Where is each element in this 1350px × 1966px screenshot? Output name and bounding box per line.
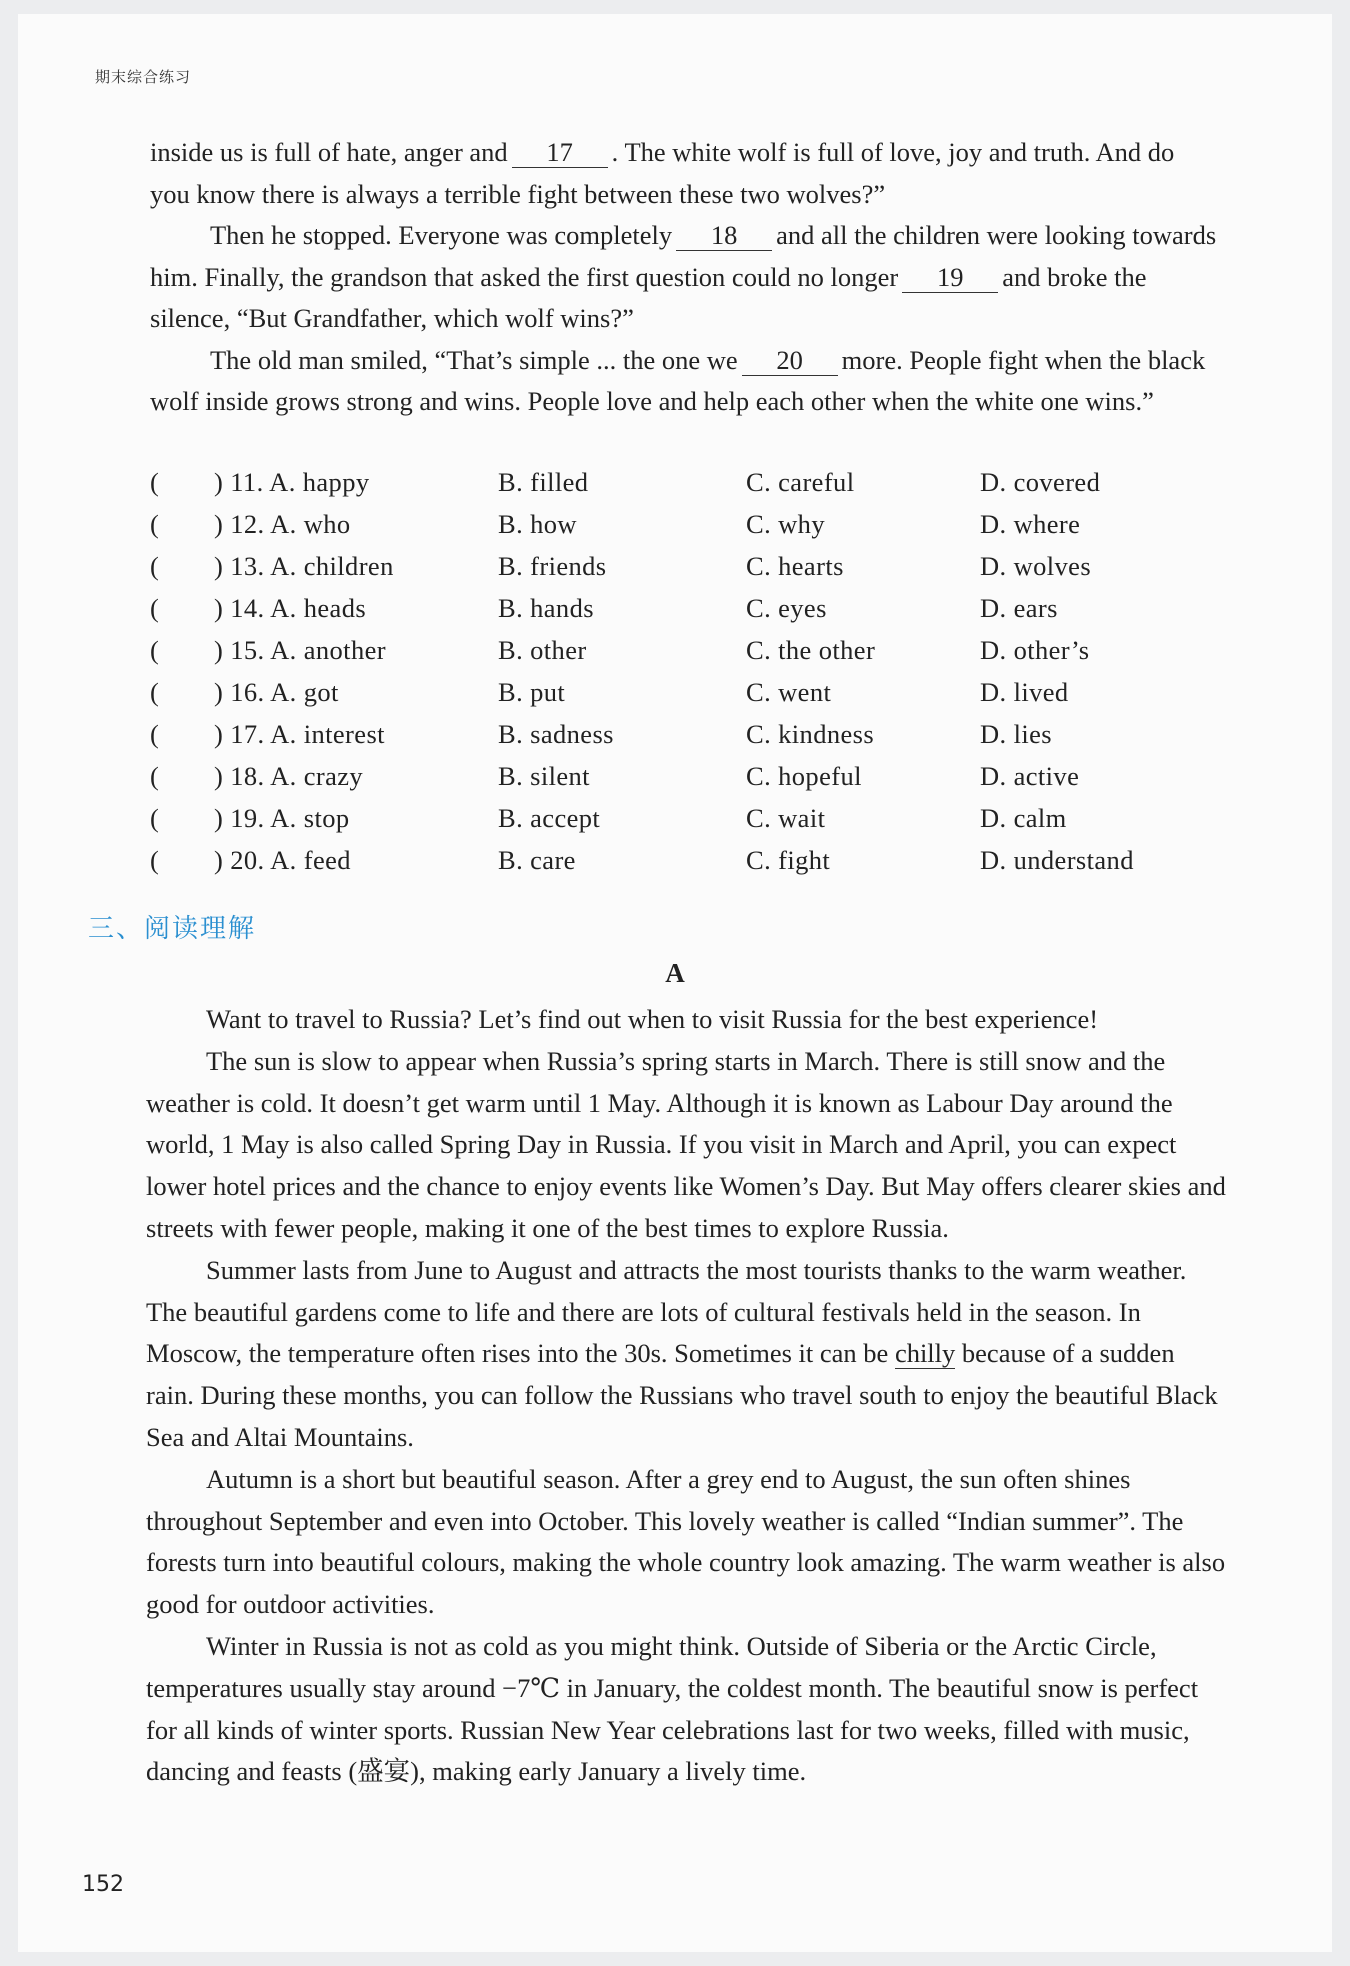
passage-paragraph-1: Want to travel to Russia? Let’s find out when to visit Russia for the best experience! xyxy=(206,1004,1099,1034)
option-row-16 xyxy=(150,677,1250,719)
option-a: ) 17. A. interest xyxy=(214,719,385,749)
option-c: C. eyes xyxy=(746,593,827,623)
page-number: 152 xyxy=(82,1872,124,1897)
option-d: D. lived xyxy=(980,677,1069,707)
passage-text: Summer lasts from June to August and attracts the most tourists thanks to the warm weather. The beautiful gardens come to life and there are lots of cultural festivals held in the season. In Moscow, the temperature often rises into the 30s. Sometimes it can be xyxy=(146,1254,1187,1369)
cloze-paragraph-3 xyxy=(150,340,1220,423)
passage-text: because of a sudden rain. During these months, you can follow the Russians who travel south to enjoy the beautiful Black Sea and Altai Mountains. xyxy=(146,1338,1218,1452)
cloze-text: . The white wolf is full of love, joy and truth. And do you know there is always a terrible fight between these two wolves?” xyxy=(150,137,1175,209)
option-d: D. covered xyxy=(980,467,1101,497)
option-d: D. active xyxy=(980,761,1080,791)
option-d: D. lies xyxy=(980,719,1052,749)
underlined-word: chilly xyxy=(894,1338,956,1369)
option-d: D. understand xyxy=(980,845,1134,875)
option-c: C. fight xyxy=(746,845,831,875)
answer-bracket[interactable]: ( xyxy=(150,467,160,497)
option-b: B. silent xyxy=(498,761,590,791)
passage-paragraph-5: Winter in Russia is not as cold as you might think. Outside of Siberia or the Arctic Circle, temperatures usually stay around −7℃ in January, the coldest month. The beautiful snow is perfect for all kinds of winter sports. Russian New Year celebrations last for two weeks, filled with music, dancing and feasts (盛宴), making early January a lively time. xyxy=(146,1630,1199,1787)
option-b: B. friends xyxy=(498,551,607,581)
option-c: C. wait xyxy=(746,803,826,833)
passage-letter: A xyxy=(665,958,685,988)
option-row-13 xyxy=(150,551,1250,593)
option-b: B. other xyxy=(498,635,587,665)
option-row-15 xyxy=(150,635,1250,677)
option-a: ) 12. A. who xyxy=(214,509,351,539)
cloze-text: and broke the silence, “But Grandfather, which wolf wins?” xyxy=(150,261,1147,333)
option-row-14 xyxy=(150,593,1250,635)
option-a: ) 18. A. crazy xyxy=(214,761,364,791)
reading-passage-a xyxy=(146,999,1226,1793)
option-a: ) 19. A. stop xyxy=(214,803,350,833)
option-c: C. the other xyxy=(746,635,876,665)
option-b: B. hands xyxy=(498,593,594,623)
option-d: D. where xyxy=(980,509,1081,539)
option-c: C. hopeful xyxy=(746,761,862,791)
option-a: ) 13. A. children xyxy=(214,551,394,581)
option-d: D. other’s xyxy=(980,635,1090,665)
option-a: ) 14. A. heads xyxy=(214,593,367,623)
option-a: ) 20. A. feed xyxy=(214,845,351,875)
answer-bracket[interactable]: ( xyxy=(150,509,160,539)
running-title: 期末综合练习 xyxy=(95,68,192,86)
option-a: ) 15. A. another xyxy=(214,635,386,665)
passage-paragraph-2: The sun is slow to appear when Russia’s spring starts in March. There is still snow and the weather is cold. It doesn’t get warm until 1 May. Although it is known as Labour Day around the world, 1 May is also called Spring Day in Russia. If you visit in March and April, you can expect lower hotel prices and the chance to enjoy events like Women’s Day. But May offers clearer skies and streets with fewer people, making it one of the best times to explore Russia. xyxy=(146,1045,1226,1243)
option-row-20 xyxy=(150,845,1250,887)
option-row-12 xyxy=(150,509,1250,551)
option-c: C. went xyxy=(746,677,832,707)
blank-20[interactable]: 20 xyxy=(742,345,838,376)
option-row-17 xyxy=(150,719,1250,761)
cloze-paragraph-2 xyxy=(150,215,1220,340)
option-b: B. put xyxy=(498,677,566,707)
passage-paragraph-3 xyxy=(146,1250,1226,1459)
cloze-text: inside us is full of hate, anger and xyxy=(150,137,508,167)
option-c: C. kindness xyxy=(746,719,875,749)
option-c: C. hearts xyxy=(746,551,844,581)
cloze-paragraph-1 xyxy=(150,132,1220,215)
cloze-passage xyxy=(150,132,1220,423)
blank-19[interactable]: 19 xyxy=(902,262,998,293)
option-a: ) 16. A. got xyxy=(214,677,339,707)
option-b: B. how xyxy=(498,509,577,539)
cloze-text: Then he stopped. Everyone was completely xyxy=(210,220,673,250)
answer-bracket[interactable]: ( xyxy=(150,635,160,665)
option-b: B. sadness xyxy=(498,719,614,749)
answer-bracket[interactable]: ( xyxy=(150,593,160,623)
option-row-11 xyxy=(150,467,1250,509)
option-row-18 xyxy=(150,761,1250,803)
option-d: D. ears xyxy=(980,593,1058,623)
option-c: C. careful xyxy=(746,467,855,497)
passage-paragraph-4: Autumn is a short but beautiful season. After a grey end to August, the sun often shines throughout September and even into October. This lovely weather is called “Indian summer”. The forests turn into beautiful colours, making the whole country look amazing. The warm weather is also good for outdoor activities. xyxy=(146,1463,1226,1620)
option-b: B. care xyxy=(498,845,576,875)
blank-18[interactable]: 18 xyxy=(676,220,772,251)
option-c: C. why xyxy=(746,509,825,539)
option-b: B. accept xyxy=(498,803,601,833)
cloze-text: more. People fight when the black wolf inside grows strong and wins. People love and help each other when the white one wins.” xyxy=(150,344,1206,416)
cloze-text: and all the children were looking towards him. Finally, the grandson that asked the first question could no longer xyxy=(150,220,1217,292)
option-b: B. filled xyxy=(498,467,589,497)
option-row-19 xyxy=(150,803,1250,845)
cloze-text: The old man smiled, “That’s simple ... the one we xyxy=(210,344,738,375)
answer-options xyxy=(150,467,1250,887)
option-d: D. calm xyxy=(980,803,1067,833)
answer-bracket[interactable]: ( xyxy=(150,719,160,749)
section-heading: 三、阅读理解 xyxy=(88,914,257,944)
option-a: ) 11. A. happy xyxy=(214,467,370,497)
answer-bracket[interactable]: ( xyxy=(150,761,160,791)
blank-17[interactable]: 17 xyxy=(512,137,608,168)
answer-bracket[interactable]: ( xyxy=(150,803,160,833)
answer-bracket[interactable]: ( xyxy=(150,845,160,875)
answer-bracket[interactable]: ( xyxy=(150,677,160,707)
option-d: D. wolves xyxy=(980,551,1092,581)
answer-bracket[interactable]: ( xyxy=(150,551,160,581)
